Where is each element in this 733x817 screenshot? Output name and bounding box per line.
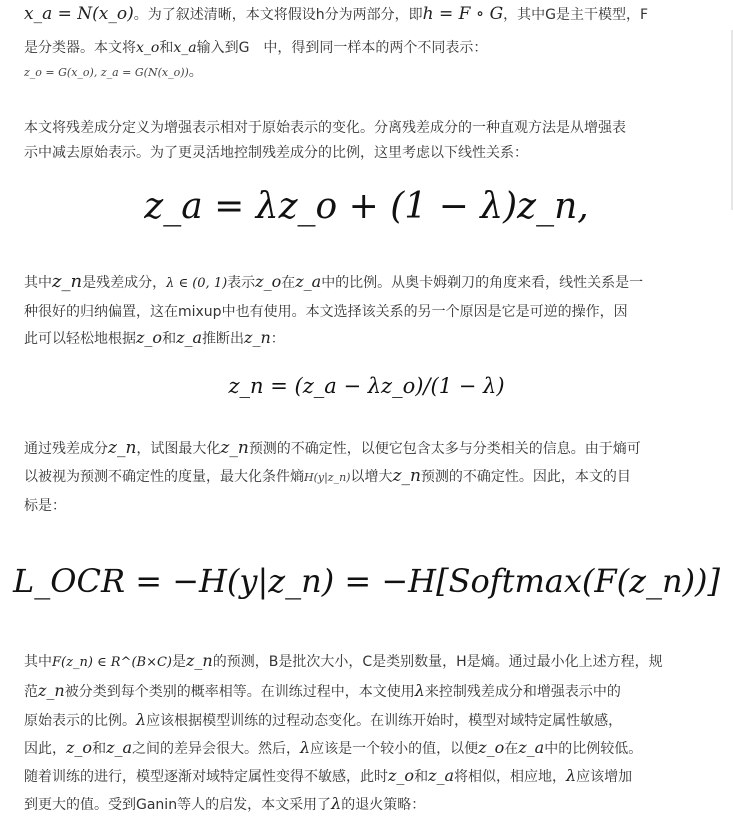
text: 被分类到每个类别的概率相等。在训练过程中，本文使用: [64, 684, 415, 700]
text: 其中: [24, 275, 52, 291]
p4-line1: [24, 438, 641, 459]
text: 。为了叙述清晰，本文将假设h分为两部分，即: [133, 7, 423, 23]
math-xo: x_o: [136, 40, 160, 56]
text: 通过残差成分: [24, 441, 108, 457]
text: 和: [414, 769, 429, 785]
math-za: z_a: [518, 738, 545, 757]
text: 中的比例较低。: [544, 741, 643, 757]
math-conditional-entropy: H(y|z_n): [304, 471, 351, 484]
math-lambda: λ: [136, 710, 147, 729]
text: 之间的差异会很大。然后，: [132, 741, 301, 757]
equation-zn-inverse: z_n = (z_a − λz_o)/(1 − λ): [228, 374, 505, 398]
math-zn: z_n: [392, 466, 421, 486]
text: 的退火策略：: [341, 797, 426, 813]
text: 应该是一个较小的值，以便: [310, 741, 479, 757]
text: 因此，: [24, 741, 66, 757]
p5-line3: [24, 710, 622, 731]
p3-line1: [24, 272, 643, 294]
text: 是: [172, 654, 186, 670]
text: 来控制残差成分和增强表示中的: [424, 684, 621, 700]
math-zn: z_n: [186, 651, 213, 670]
math-zn: z_n: [220, 438, 249, 458]
text: 应该增加: [576, 769, 633, 785]
math-zn: z_n: [244, 328, 271, 347]
p1-line2: [24, 38, 487, 58]
text: 中的比例。从奥卡姆剃刀的角度来看，线性关系是一: [321, 275, 644, 291]
p2-line1: 本文将残差成分定义为增强表示相对于原始表示的变化。分离残差成分的一种直观方法是从增强表: [24, 120, 626, 136]
p5-line6: [24, 794, 425, 815]
math-zn: z_n: [38, 681, 65, 700]
math-lambda: λ: [331, 794, 342, 813]
text: ，其中G是主干模型，F: [503, 7, 649, 23]
text: 应该根据模型训练的过程动态变化。在训练开始时，模型对域特定属性敏感，: [146, 713, 623, 729]
math-za: z_a: [295, 272, 322, 291]
text: 输入到G 中，得到同一样本的两个不同表示：: [196, 40, 488, 56]
math-xa-eq: x_a = N(x_o): [24, 4, 134, 24]
math-zo: z_o: [66, 738, 93, 757]
p1-line3: [24, 62, 203, 83]
text: 原始表示的比例。: [24, 713, 136, 729]
text: ：: [270, 331, 285, 347]
text: 预测的不确定性。因此，本文的目: [420, 469, 631, 485]
text: 在: [504, 741, 519, 757]
text: 推断出: [202, 331, 245, 347]
text: 和: [92, 741, 107, 757]
text: 以增大: [350, 469, 393, 485]
p1-line1: [24, 4, 648, 25]
p3-line3: [24, 328, 285, 349]
text: 范: [24, 684, 38, 700]
text: 到更大的值。受到Ganin等人的启发，本文采用了: [24, 797, 332, 813]
math-xa: x_a: [173, 40, 197, 56]
math-lambda: λ: [566, 766, 577, 785]
math-zo-za: z_o = G(x_o), z_a = G(N(x_o)): [24, 66, 189, 79]
text: 随着训练的进行，模型逐渐对域特定属性变得不敏感，此时: [24, 769, 388, 785]
math-lambda: λ: [414, 681, 425, 700]
p5-line1: [24, 651, 663, 673]
equation-ocr-loss: L_OCR = −H(y|z_n) = −H[Softmax(F(z_n))]: [12, 562, 721, 600]
text: 此可以轻松地根据: [24, 331, 136, 347]
p4-line2: [24, 466, 631, 488]
text: 在: [281, 275, 296, 291]
math-zo: z_o: [255, 272, 282, 291]
p4-line3: 标是：: [24, 498, 66, 514]
text: 是残差成分，: [82, 275, 167, 291]
text: 和: [159, 40, 174, 56]
p3-line2: 种很好的归纳偏置，这在mixup中也有使用。本文选择该关系的另一个原因是它是可逆的操作，因: [24, 304, 628, 320]
math-zn: z_n: [108, 438, 137, 458]
p2-line2: 示中减去原始表示。为了更灵活地控制残差成分的比例，这里考虑以下线性关系：: [24, 145, 528, 161]
math-za: z_a: [176, 328, 203, 347]
math-zo: z_o: [136, 328, 163, 347]
math-lambda-range: λ ∈ (0, 1): [166, 276, 228, 291]
math-lambda: λ: [300, 738, 311, 757]
text: 表示: [227, 275, 256, 291]
math-za: z_a: [106, 738, 133, 757]
math-zn: z_n: [52, 271, 83, 292]
text: 其中: [24, 654, 52, 670]
text: 。: [188, 64, 203, 80]
math-zo: z_o: [388, 766, 415, 785]
math-za: z_a: [428, 766, 455, 785]
text: 和: [162, 331, 177, 347]
text: 以被视为预测不确定性的度量，最大化条件熵: [24, 469, 304, 485]
p5-line2: [24, 681, 621, 702]
text: 是分类器。本文将: [24, 40, 136, 56]
text: 预测的不确定性，以便它包含太多与分类相关的信息。由于熵可: [248, 441, 641, 457]
text: 将相似，相应地，: [454, 769, 567, 785]
p5-line5: [24, 766, 632, 787]
math-prediction-set: F(z_n) ∈ R^(B×C): [52, 655, 172, 670]
math-h-eq: h = F ∘ G: [422, 4, 504, 24]
p5-line4: [24, 738, 642, 759]
equation-linear-relation: z_a = λz_o + (1 − λ)z_n,: [144, 186, 589, 227]
text: 的预测，B是批次大小，C是类别数量，H是熵。通过最小化上述方程，规: [212, 654, 663, 670]
math-zo: z_o: [478, 738, 505, 757]
text: ，试图最大化: [136, 441, 221, 457]
